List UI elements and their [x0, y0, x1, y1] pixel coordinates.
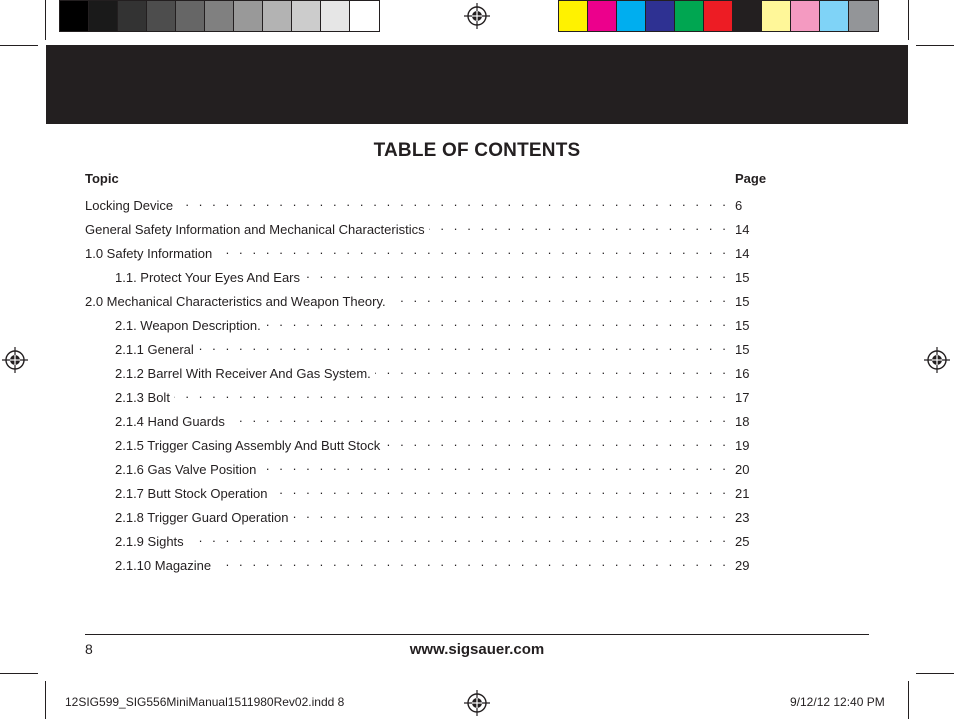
toc-entry-page: 16	[735, 366, 750, 381]
toc-entry-label: 2.1.4 Hand Guards	[115, 414, 225, 429]
crop-mark	[0, 45, 38, 46]
color-swatch	[588, 1, 617, 31]
footer-rule	[85, 634, 869, 635]
toc-entry[interactable]	[85, 266, 775, 290]
page-number: 8	[85, 641, 93, 657]
crop-mark	[45, 681, 46, 719]
color-swatch	[646, 1, 675, 31]
toc-entry[interactable]	[85, 194, 775, 218]
dot-leader	[429, 218, 729, 234]
toc-entry[interactable]	[85, 242, 775, 266]
registration-mark-icon	[464, 690, 490, 716]
toc-entry[interactable]	[85, 218, 775, 242]
dot-leader	[216, 242, 729, 258]
slug-timestamp: 9/12/12 12:40 PM	[790, 695, 885, 709]
toc-entry-page: 15	[735, 270, 750, 285]
toc-entry-label: 2.1.6 Gas Valve Position	[115, 462, 257, 477]
toc-entry[interactable]	[85, 482, 775, 506]
toc-entry[interactable]	[85, 554, 775, 578]
color-swatch	[234, 1, 263, 31]
toc-entry-label: 1.1. Protect Your Eyes And Ears	[115, 270, 301, 285]
crop-mark	[908, 0, 909, 40]
color-swatch	[820, 1, 849, 31]
dot-leader	[375, 362, 729, 378]
dot-leader	[292, 506, 729, 522]
crop-mark	[0, 673, 38, 674]
dot-leader	[390, 290, 729, 306]
dot-leader	[304, 266, 729, 282]
color-swatch	[118, 1, 147, 31]
dot-leader	[177, 194, 729, 210]
toc-entry-page: 18	[735, 414, 750, 429]
toc-entry-page: 14	[735, 246, 750, 261]
crop-mark	[45, 0, 46, 40]
process-color-bar	[558, 0, 879, 32]
crop-mark	[916, 45, 954, 46]
toc-entry[interactable]	[85, 338, 775, 362]
toc-entry-page: 15	[735, 318, 750, 333]
dot-leader	[265, 314, 729, 330]
header-band	[46, 45, 908, 124]
color-swatch	[321, 1, 350, 31]
toc-entry-page: 23	[735, 510, 750, 525]
toc-entry-label: 2.1.8 Trigger Guard Operation	[115, 510, 289, 525]
color-swatch	[147, 1, 176, 31]
toc-entry[interactable]	[85, 314, 775, 338]
toc-entry-label: 2.0 Mechanical Characteristics and Weapon Theory.	[85, 294, 386, 309]
toc-entry[interactable]	[85, 506, 775, 530]
toc-entry-page: 15	[735, 342, 750, 357]
color-swatch	[205, 1, 234, 31]
toc-entry-page: 19	[735, 438, 750, 453]
toc-entry-label: 2.1.9 Sights	[115, 534, 184, 549]
toc-entry[interactable]	[85, 530, 775, 554]
color-swatch	[849, 1, 878, 31]
color-swatch	[89, 1, 118, 31]
column-heading-topic: Topic	[85, 171, 119, 186]
slug-filename: 12SIG599_SIG556MiniManual1511980Rev02.indd 8	[65, 695, 345, 709]
toc-entry-page: 17	[735, 390, 750, 405]
toc-entry-label: 1.0 Safety Information	[85, 246, 213, 261]
color-swatch	[762, 1, 791, 31]
color-swatch	[617, 1, 646, 31]
toc-entry-label: 2.1. Weapon Description.	[115, 318, 261, 333]
toc-entry-label: Locking Device	[85, 198, 174, 213]
toc-entry[interactable]	[85, 362, 775, 386]
toc-entry-label: 2.1.3 Bolt	[115, 390, 170, 405]
toc-entry[interactable]	[85, 458, 775, 482]
toc-entry-label: 2.1.7 Butt Stock Operation	[115, 486, 268, 501]
toc-entry-page: 15	[735, 294, 750, 309]
column-heading-page: Page	[735, 171, 767, 186]
registration-mark-icon	[924, 347, 950, 373]
color-swatch	[350, 1, 379, 31]
table-of-contents	[85, 194, 775, 578]
color-swatch	[292, 1, 321, 31]
color-swatch	[176, 1, 205, 31]
toc-entry[interactable]	[85, 290, 775, 314]
color-swatch	[733, 1, 762, 31]
crop-mark	[908, 681, 909, 719]
toc-entry-label: 2.1.5 Trigger Casing Assembly And Butt Stock	[115, 438, 381, 453]
toc-entry-page: 6	[735, 198, 743, 213]
color-swatch	[60, 1, 89, 31]
toc-entry-label: General Safety Information and Mechanical Characteristics	[85, 222, 425, 237]
dot-leader	[188, 530, 729, 546]
color-swatch	[675, 1, 704, 31]
toc-entry-label: 2.1.2 Barrel With Receiver And Gas System.	[115, 366, 371, 381]
color-swatch	[559, 1, 588, 31]
crop-mark	[916, 673, 954, 674]
registration-mark-icon	[464, 3, 490, 29]
dot-leader	[198, 338, 729, 354]
dot-leader	[384, 434, 729, 450]
toc-entry[interactable]	[85, 410, 775, 434]
toc-entry-page: 25	[735, 534, 750, 549]
dot-leader	[260, 458, 729, 474]
toc-entry[interactable]	[85, 434, 775, 458]
dot-leader	[215, 554, 729, 570]
toc-entry-label: 2.1.1 General	[115, 342, 194, 357]
registration-mark-icon	[2, 347, 28, 373]
color-swatch	[791, 1, 820, 31]
dot-leader	[229, 410, 729, 426]
toc-entry-page: 14	[735, 222, 750, 237]
grayscale-color-bar	[59, 0, 380, 32]
dot-leader	[271, 482, 729, 498]
color-swatch	[704, 1, 733, 31]
toc-entry-page: 20	[735, 462, 750, 477]
website-link[interactable]: www.sigsauer.com	[409, 641, 545, 658]
page-title: TABLE OF CONTENTS	[373, 140, 581, 161]
dot-leader	[174, 386, 729, 402]
toc-entry-page: 29	[735, 558, 750, 573]
toc-entry[interactable]	[85, 386, 775, 410]
color-swatch	[263, 1, 292, 31]
toc-entry-page: 21	[735, 486, 750, 501]
toc-entry-label: 2.1.10 Magazine	[115, 558, 212, 573]
